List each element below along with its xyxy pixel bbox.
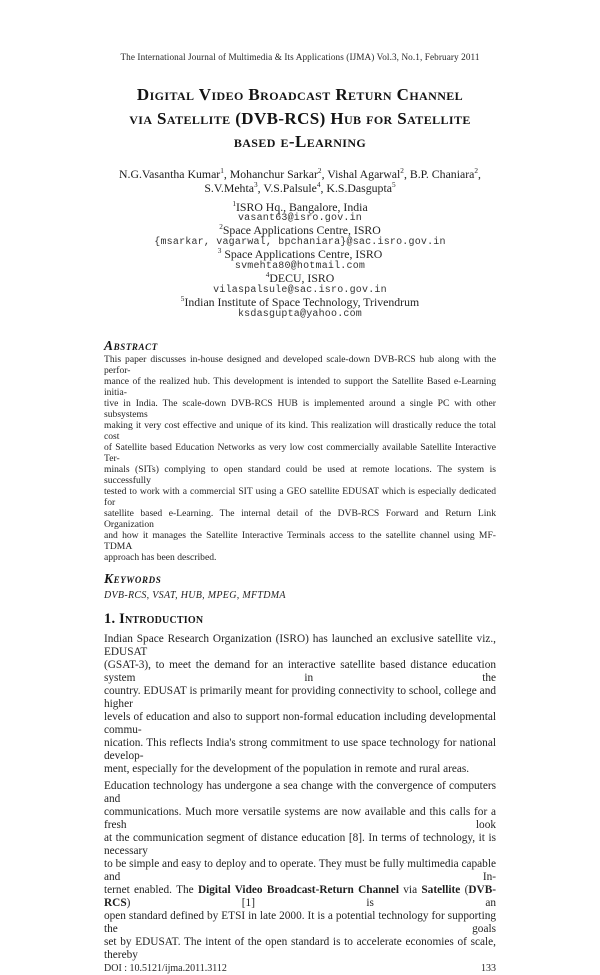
abstract-heading: Abstract bbox=[104, 337, 158, 353]
abstract-line: satellite based e-Learning. The internal detail of the DVB-RCS Forward and Return Link Organization bbox=[104, 507, 496, 530]
affiliation-line: vilaspalsule@sac.isro.gov.in bbox=[213, 284, 387, 296]
affiliation-line: $^4$DECU, ISRO bbox=[265, 270, 335, 285]
abstract-line: and how it manages the Satellite Interactive Terminals access to the satellite channel using MF-TDMA bbox=[104, 529, 496, 552]
paragraph-line: communications. Much more versatile systems are now available and this calls for a fresh look bbox=[104, 805, 496, 831]
footer-page-number: 133 bbox=[481, 962, 496, 974]
intro-paragraph-2 bbox=[104, 780, 496, 962]
authors-line: S.V.Mehta$^3$, V.S.Palsule$^4$, K.S.Dasgupta$^5$ bbox=[204, 179, 396, 195]
intro-paragraph-1 bbox=[104, 633, 496, 776]
abstract-line: tested to work with a commercial SIT using a GEO satellite EDUSAT which is especially dedicated for bbox=[104, 485, 496, 508]
paragraph-line: Indian Space Research Organization (ISRO) has launched an exclusive satellite viz., EDUSAT bbox=[104, 632, 496, 658]
paper-title-line: based e-Learning bbox=[233, 132, 367, 151]
paragraph-line: ment, especially for the development of the population in remote and rural areas. bbox=[104, 762, 470, 775]
paragraph-line: levels of education and also to support non-formal education including developmental commu- bbox=[104, 710, 496, 736]
footer-doi: DOI : 10.5121/ijma.2011.3112 bbox=[104, 962, 227, 974]
paragraph-line: set by EDUSAT. The intent of the open standard is to accelerate economies of scale, thereby bbox=[104, 935, 496, 961]
affiliation-line: vasant63@isro.gov.in bbox=[237, 213, 363, 225]
introduction-heading: 1. Introduction bbox=[104, 610, 204, 627]
journal-header: The International Journal of Multimedia & Its Applications (IJMA) Vol.3, No.1, February 2011 bbox=[120, 52, 480, 62]
abstract-text bbox=[104, 354, 496, 563]
authors-line: N.G.Vasantha Kumar$^1$, Mohanchur Sarkar$^2$, Vishal Agarwal$^2$, B.P. Chaniara$^2$, bbox=[119, 165, 481, 181]
affiliation-line: svmehta80@hotmail.com bbox=[234, 261, 366, 273]
affiliation-line: ksdasgupta@yahoo.com bbox=[237, 308, 363, 320]
paragraph-line: Education technology has undergone a sea change with the convergence of computers and bbox=[104, 779, 496, 805]
paragraph-line: country. EDUSAT is primarily meant for providing connectivity to school, college and higher bbox=[104, 684, 496, 710]
page-footer bbox=[104, 963, 496, 975]
paragraph-line: ternet enabled. The Digital Video Broadcast-Return Channel via Satellite (DVB-RCS) [1] is an bbox=[104, 883, 496, 909]
paragraph-line: at the communication segment of distance education [8]. In terms of technology, it is necessary bbox=[104, 831, 496, 857]
authors-block bbox=[104, 167, 496, 195]
abstract-line: mance of the realized hub. This development is intended to support the Satellite Based e-Learning initia- bbox=[104, 375, 496, 398]
paragraph-line: to be simple and easy to deploy and to operate. They must be fully multimedia capable and In- bbox=[104, 857, 496, 883]
affiliation-line: $^2$Space Applications Centre, ISRO bbox=[219, 222, 381, 238]
affiliation-line: $^1$ISRO Hq., Bangalore, India bbox=[232, 198, 368, 214]
affiliation-line: $^3$ Space Applications Centre, ISRO bbox=[217, 246, 383, 262]
abstract-line: approach has been described. bbox=[104, 551, 217, 563]
paper-title bbox=[104, 83, 496, 154]
affiliation-line: $^5$Indian Institute of Space Technology, Trivendrum bbox=[180, 293, 420, 309]
abstract-line: of Satellite based Education Networks as very low cost commercially available Satellite Interactive Ter- bbox=[104, 441, 496, 464]
paper-title-line: Digital Video Broadcast Return Channel bbox=[136, 85, 464, 104]
paper-title-line: via Satellite (DVB-RCS) Hub for Satellite bbox=[129, 108, 471, 128]
paragraph-line: nication. This reflects India's strong commitment to use space technology for national develop- bbox=[104, 736, 496, 762]
keywords-heading: Keywords bbox=[104, 570, 162, 586]
abstract-line: making it very cost effective and unique of its kind. This realization will drastically reduce the total cost bbox=[104, 419, 496, 442]
abstract-line: minals (SITs) complying to open standard could be used at remote locations. The system is successfully bbox=[104, 463, 496, 486]
abstract-line: This paper discusses in-house designed and developed scale-down DVB-RCS hub along with the perfor- bbox=[104, 353, 496, 376]
abstract-line: tive in India. The scale-down DVB-RCS HUB is implemented around a single PC with other subsystems bbox=[104, 397, 496, 420]
paragraph-line: (GSAT-3), to meet the demand for an interactive satellite based distance education system in the bbox=[104, 658, 496, 684]
paragraph-line: open standard defined by ETSI in late 2000. It is a potential technology for supporting the goals bbox=[104, 909, 496, 935]
affiliation-line: {msarkar, vagarwal, bpchaniara}@sac.isro.gov.in bbox=[154, 237, 446, 249]
keywords-text: DVB-RCS, VSAT, HUB, MPEG, MFTDMA bbox=[104, 589, 286, 601]
affiliations-block bbox=[104, 198, 496, 321]
